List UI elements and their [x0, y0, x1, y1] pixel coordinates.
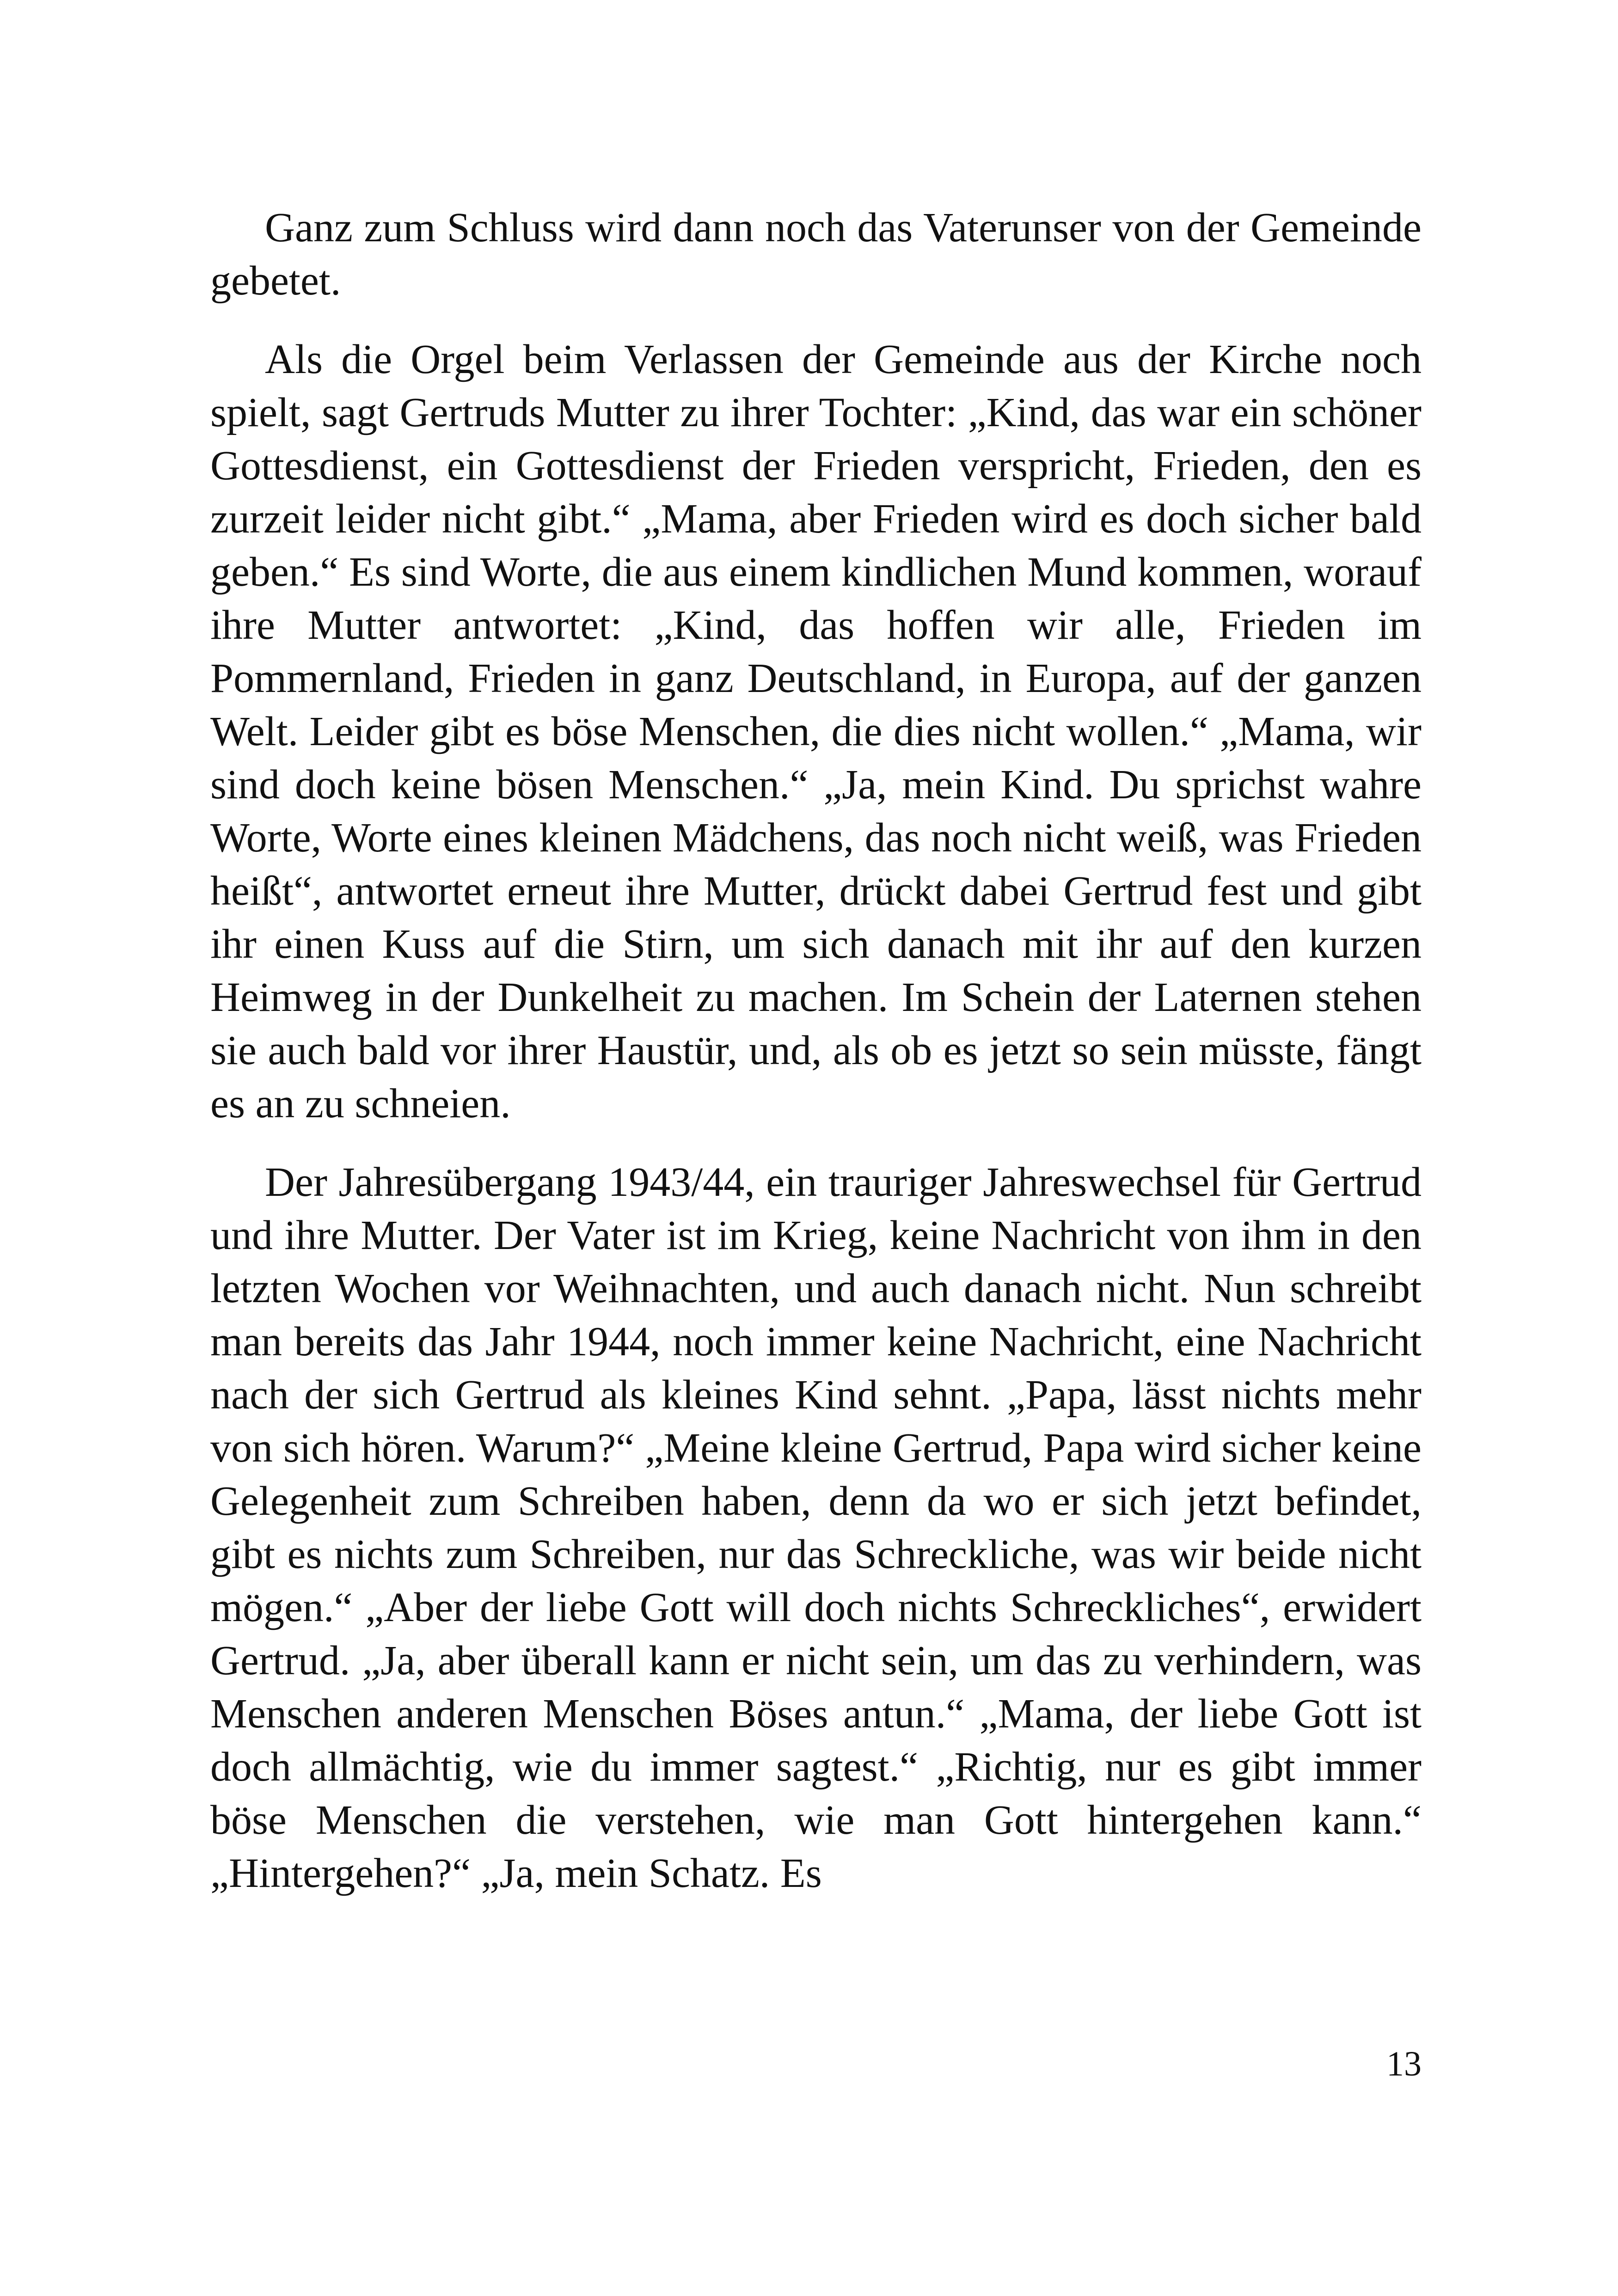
body-text [210, 201, 1422, 1900]
paragraph-3: Der Jahresübergang 1943/44, ein trauriger Jahreswechsel für Gertrud und ihre Mutter. Der Vater ist im Krieg, keine Nachricht von ihm in den letzten Wochen vor Weihnachten, und auch danach nicht. Nun schreibt man bereits das Jahr 1944, noch immer keine Nachricht, eine Nachricht nach der sich Gertrud als kleines Kind sehnt. „Papa, lässt nichts mehr von sich hören. Warum?“ „Meine kleine Gertrud, Papa wird sicher keine Gelegenheit zum Schreiben haben, denn da wo er sich jetzt befindet, gibt es nichts zum Schreiben, nur das Schreckliche, was wir beide nicht mögen.“ „Aber der liebe Gott will doch nichts Schreckliches“, erwidert Gertrud. „Ja, aber überall kann er nicht sein, um das zu verhindern, was Menschen anderen Menschen Böses antun.“ „Mama, der liebe Gott ist doch allmächtig, wie du immer sagtest.“ „Richtig, nur es gibt immer böse Menschen die verstehen, wie man Gott hintergehen kann.“ „Hintergehen?“ „Ja, mein Schatz. Es [210, 1159, 1422, 1896]
paragraph-2: Als die Orgel beim Verlassen der Gemeinde aus der Kirche noch spielt, sagt Gertruds Mutter zu ihrer Tochter: „Kind, das war ein schöner Gottesdienst, ein Gottesdienst der Frieden verspricht, Frieden, den es zurzeit leider nicht gibt.“ „Mama, aber Frieden wird es doch sicher bald geben.“ Es sind Worte, die aus einem kindlichen Mund kommen, worauf ihre Mutter antwortet: „Kind, das hoffen wir alle, Frieden im Pommernland, Frieden in ganz Deutschland, in Europa, auf der ganzen Welt. Leider gibt es böse Menschen, die dies nicht wollen.“ „Mama, wir sind doch keine bösen Menschen.“ „Ja, mein Kind. Du sprichst wahre Worte, Worte eines kleinen Mädchens, das noch nicht weiß, was Frieden heißt“, antwortet erneut ihre Mutter, drückt dabei Gertrud fest und gibt ihr einen Kuss auf die Stirn, um sich danach mit ihr auf den kurzen Heimweg in der Dunkelheit zu machen. Im Schein der Laternen stehen sie auch bald vor ihrer Haustür, und, als ob es jetzt so sein müsste, fängt es an zu schneien. [210, 337, 1422, 1127]
page-number: 13 [1386, 2045, 1422, 2083]
paragraph-1: Ganz zum Schluss wird dann noch das Vaterunser von der Gemeinde gebetet. [210, 205, 1422, 304]
